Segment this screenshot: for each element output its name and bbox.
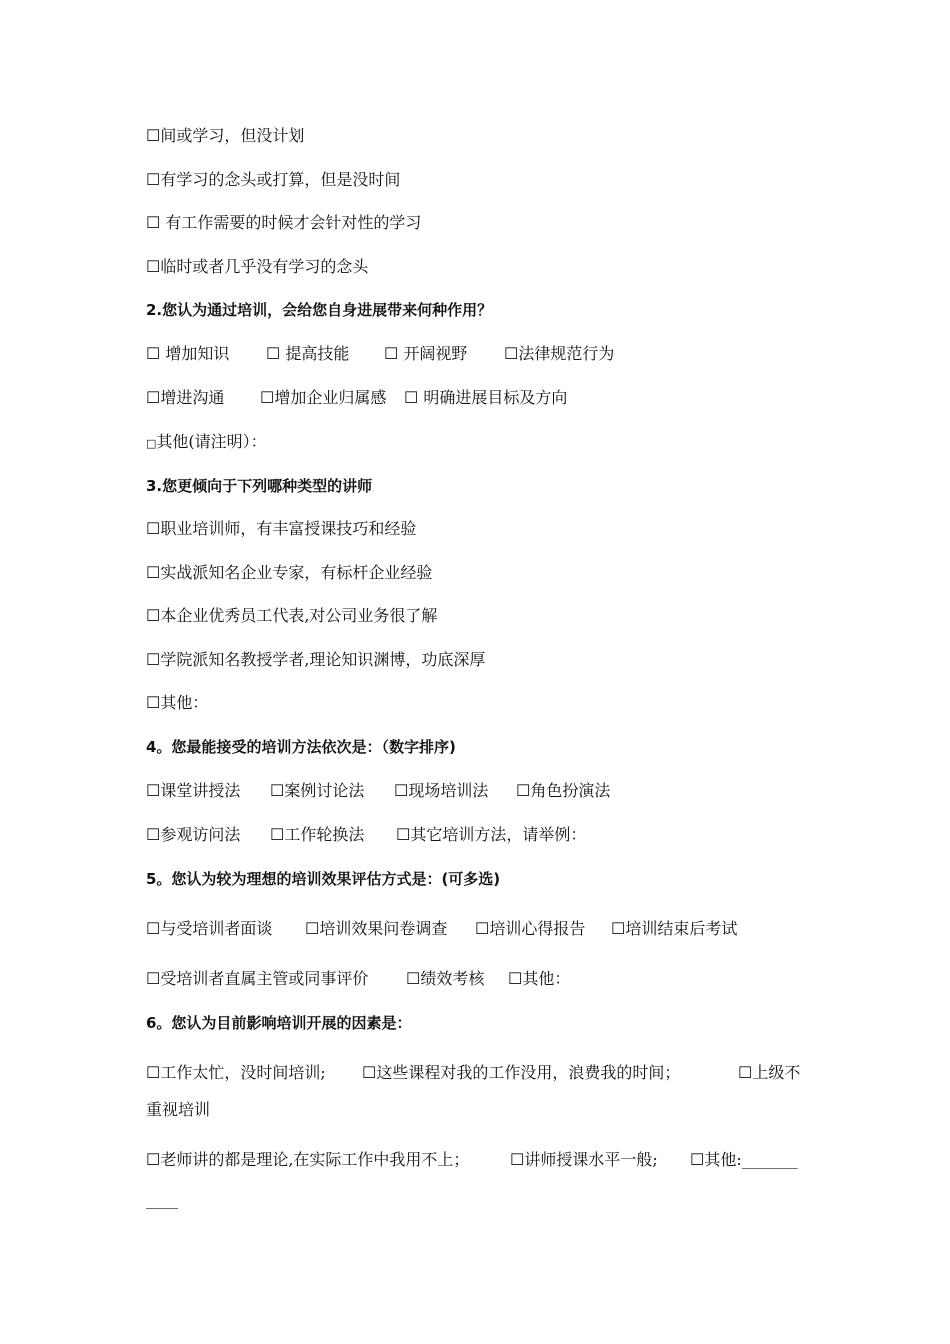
q5-option-exam[interactable]: ☐培训结束后考试: [611, 919, 738, 938]
q6-option-leadership[interactable]: ☐上级不: [738, 1063, 801, 1082]
q5-row-2: [146, 969, 570, 989]
q4-option-lecture[interactable]: ☐课堂讲授法: [146, 781, 241, 800]
q2-option-law[interactable]: ☐法律规范行为: [504, 344, 615, 363]
checkbox-icon[interactable]: □: [146, 437, 157, 450]
q6-option-teaching[interactable]: ☐讲师授课水平一般;: [510, 1150, 658, 1169]
q5-option-supervisor[interactable]: ☐受培训者直属主管或同事评价: [146, 969, 369, 988]
q4-row-2: [146, 825, 586, 845]
q2-other[interactable]: [146, 432, 267, 454]
q6-option-busy[interactable]: ☐工作太忙，没时间培训;: [146, 1063, 326, 1082]
q5-title: 5。您认为较为理想的培训效果评估方式是：(可多选): [146, 870, 501, 888]
q2-option-horizon[interactable]: ☐ 开阔视野: [384, 344, 468, 363]
q5-option-report[interactable]: ☐培训心得报告: [475, 919, 586, 938]
q4-option-rotation[interactable]: ☐工作轮换法: [270, 825, 365, 844]
q5-option-other[interactable]: ☐其他：: [508, 969, 571, 988]
q5-row-1: [146, 919, 737, 939]
q4-option-roleplay[interactable]: ☐角色扮演法: [516, 781, 611, 800]
q4-title: 4。您最能接受的培训方法依次是：（数字排序): [146, 738, 456, 756]
q3-option-1[interactable]: ☐职业培训师，有丰富授课技巧和经验: [146, 519, 417, 538]
q2-option-communication[interactable]: ☐增进沟通: [146, 388, 225, 407]
q2-option-belonging[interactable]: ☐增加企业归属感: [260, 388, 387, 407]
q1-option-1[interactable]: ☐间或学习，但没计划: [146, 126, 305, 145]
q2-option-knowledge[interactable]: ☐ 增加知识: [146, 344, 230, 363]
q4-option-visit[interactable]: ☐参观访问法: [146, 825, 241, 844]
q2-option-goals[interactable]: ☐ 明确进展目标及方向: [404, 388, 568, 407]
q6-row-1: [146, 1063, 800, 1083]
q2-option-skills[interactable]: ☐ 提高技能: [266, 344, 350, 363]
q1-option-3[interactable]: ☐ 有工作需要的时候才会针对性的学习: [146, 213, 422, 232]
q1-option-2[interactable]: ☐有学习的念头或打算，但是没时间: [146, 170, 401, 189]
q1-option-4[interactable]: ☐临时或者几乎没有学习的念头: [146, 257, 369, 276]
q5-option-survey[interactable]: ☐培训效果问卷调查: [305, 919, 448, 938]
q3-title: 3.您更倾向于下列哪种类型的讲师: [146, 477, 373, 495]
q5-option-performance[interactable]: ☐绩效考核: [406, 969, 485, 988]
q2-row-2: [146, 388, 567, 408]
q5-option-interview[interactable]: ☐与受培训者面谈: [146, 919, 273, 938]
q6-option-useless[interactable]: ☐这些课程对我的工作没用，浪费我的时间；: [362, 1063, 681, 1082]
q3-option-other[interactable]: ☐其他：: [146, 693, 209, 712]
q2-title: 2.您认为通过培训，会给您自身进展带来何种作用？: [146, 301, 493, 319]
q3-option-3[interactable]: ☐本企业优秀员工代表,对公司业务很了解: [146, 606, 438, 625]
q4-option-other[interactable]: ☐其它培训方法，请举例：: [396, 825, 587, 844]
q6-other-blank-cont[interactable]: ____: [146, 1190, 178, 1209]
q2-other-label: 其他(请注明）：: [156, 432, 267, 451]
q4-option-case[interactable]: ☐案例讨论法: [270, 781, 365, 800]
q4-row-1: [146, 781, 610, 801]
q6-row-2: [146, 1150, 798, 1170]
q3-option-2[interactable]: ☐实战派知名企业专家，有标杆企业经验: [146, 563, 433, 582]
q2-row-1: [146, 344, 614, 364]
q6-title: 6。您认为目前影响培训开展的因素是：: [146, 1014, 412, 1032]
q6-row-1-cont: 重视培训: [146, 1100, 211, 1119]
q6-option-theory[interactable]: ☐老师讲的都是理论,在实际工作中我用不上；: [146, 1150, 470, 1169]
q3-option-4[interactable]: ☐学院派知名教授学者,理论知识渊博，功底深厚: [146, 650, 486, 669]
q4-option-onsite[interactable]: ☐现场培训法: [394, 781, 489, 800]
q6-option-other[interactable]: ☐其他:_______: [690, 1150, 798, 1169]
